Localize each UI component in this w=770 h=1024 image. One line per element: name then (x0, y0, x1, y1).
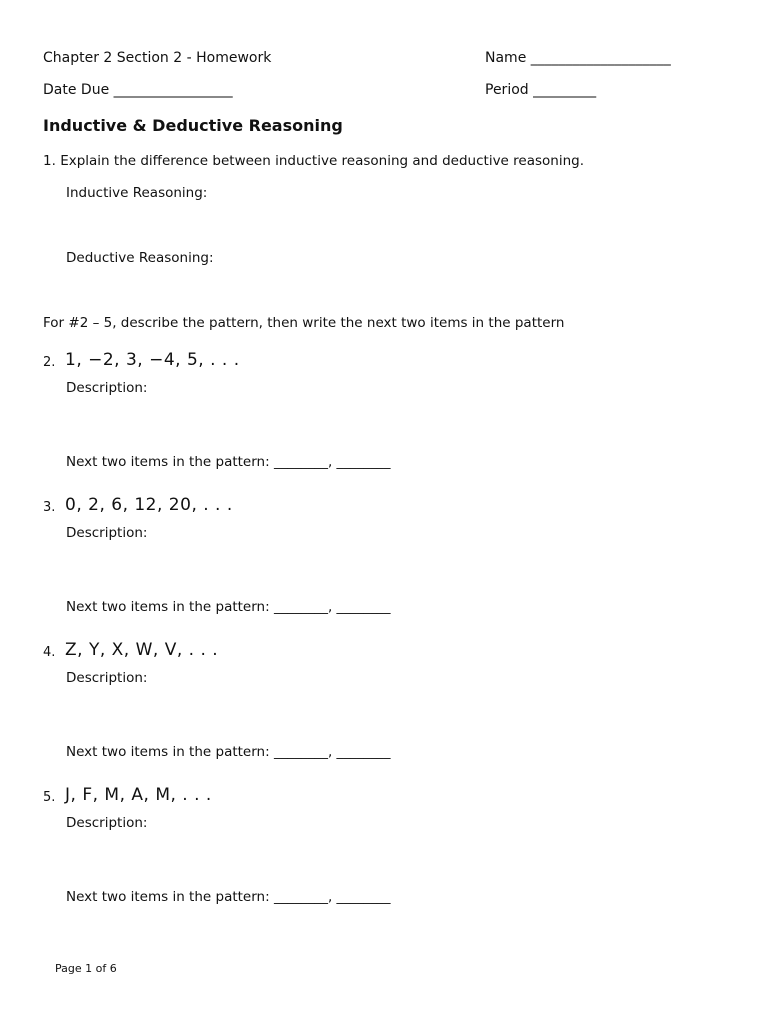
instructions: For #2 – 5, describe the pattern, then write the next two items in the pattern (43, 315, 565, 331)
problem-3-description-label: Description: (66, 525, 148, 541)
page-number: Page 1 of 6 (55, 962, 117, 975)
problem-3-sequence: 0, 2, 6, 12, 20, . . . (65, 495, 233, 515)
problem-5-number: 5. (43, 790, 56, 805)
name-field[interactable]: Name ____________________ (485, 50, 671, 66)
problem-3-next-items[interactable]: Next two items in the pattern: ________, ________ (66, 599, 391, 615)
problem-2-number: 2. (43, 355, 56, 370)
problem-2-sequence: 1, −2, 3, −4, 5, . . . (65, 350, 240, 370)
page-title: Inductive & Deductive Reasoning (43, 116, 343, 135)
period-field[interactable]: Period _________ (485, 82, 597, 98)
question-1-text: Explain the difference between inductive reasoning and deductive reasoning. (60, 153, 584, 169)
problem-4-description-label: Description: (66, 670, 148, 686)
problem-4-next-items[interactable]: Next two items in the pattern: ________, ________ (66, 744, 391, 760)
chapter-section-label: Chapter 2 Section 2 - Homework (43, 50, 272, 66)
inductive-reasoning-label: Inductive Reasoning: (66, 185, 208, 201)
problem-4-number: 4. (43, 645, 56, 660)
question-1-number: 1. (43, 153, 56, 169)
question-1 (43, 153, 584, 169)
problem-3-number: 3. (43, 500, 56, 515)
problem-4-sequence: Z, Y, X, W, V, . . . (65, 640, 219, 660)
problem-2-description-label: Description: (66, 380, 148, 396)
deductive-reasoning-label: Deductive Reasoning: (66, 250, 214, 266)
problem-5-sequence: J, F, M, A, M, . . . (65, 785, 212, 805)
problem-5-description-label: Description: (66, 815, 148, 831)
date-due-field[interactable]: Date Due _________________ (43, 82, 233, 98)
problem-5-next-items[interactable]: Next two items in the pattern: ________, ________ (66, 889, 391, 905)
problem-2-next-items[interactable]: Next two items in the pattern: ________, ________ (66, 454, 391, 470)
